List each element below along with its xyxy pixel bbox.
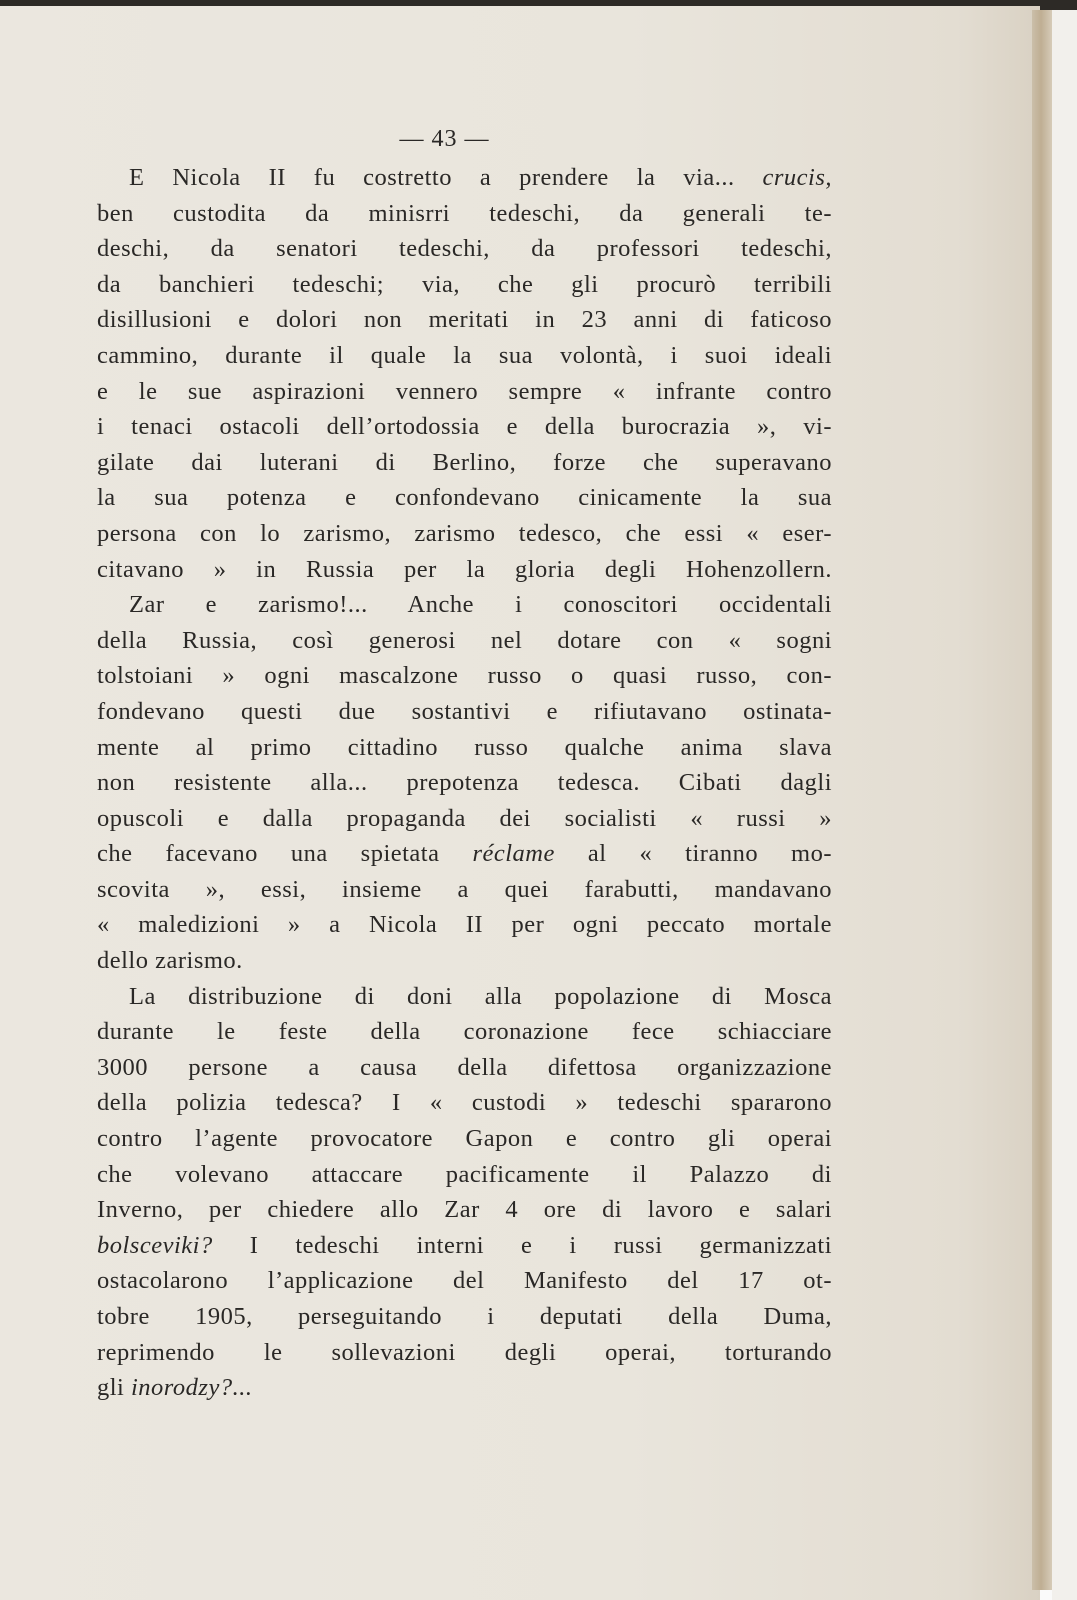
text-line	[97, 231, 832, 267]
text-segment: 3000 persone a causa della difettosa organizzazione	[97, 1053, 832, 1081]
text-line	[97, 445, 832, 481]
text-segment: tolstoiani » ogni mascalzone russo o quasi russo, con-	[97, 662, 832, 690]
text-line	[97, 587, 832, 623]
text-segment: gli	[97, 1374, 131, 1402]
text-segment: Zar e zarismo!... Anche i conoscitori occidentali	[129, 591, 832, 619]
text-line	[97, 730, 832, 766]
text-segment: che volevano attaccare pacificamente il Palazzo di	[97, 1160, 832, 1188]
text-line	[97, 338, 832, 374]
text-segment: E Nicola II fu costretto a prendere la via...	[129, 164, 763, 191]
text-segment: « maledizioni » a Nicola II per ogni peccato mortale	[97, 911, 832, 939]
text-line	[97, 1014, 832, 1050]
text-line	[97, 1050, 832, 1086]
background-margin	[1052, 10, 1077, 1600]
text-line	[97, 267, 832, 303]
text-segment: ostacolarono l’applicazione del Manifesto del 17 ot-	[97, 1267, 832, 1295]
text-segment: gilate dai luterani di Berlino, forze che superavano	[97, 448, 832, 476]
text-segment: deschi, da senatori tedeschi, da professori tedeschi,	[97, 235, 832, 263]
text-line	[97, 552, 832, 588]
text-segment: della polizia tedesca? I « custodi » tedeschi spararono	[97, 1089, 832, 1117]
text-segment: ben custodita da minisrri tedeschi, da generali te-	[97, 199, 832, 227]
page-text	[97, 118, 832, 1406]
text-segment: citavano » in Russia per la gloria degli Hohenzollern.	[97, 555, 832, 583]
text-segment: la sua potenza e confondevano cinicamente la sua	[97, 484, 832, 512]
text-segment: dello zarismo.	[97, 947, 243, 975]
italic-text: bolsceviki?	[97, 1231, 213, 1259]
text-line	[97, 979, 832, 1015]
text-line	[97, 1228, 832, 1264]
text-segment: al « tiranno mo-	[554, 840, 833, 868]
text-segment: disillusioni e dolori non meritati in 23 anni di faticoso	[97, 306, 832, 334]
text-segment: contro l’agente provocatore Gapon e contro gli operai	[97, 1125, 832, 1153]
text-line	[97, 160, 832, 196]
italic-text: inorodzy?...	[131, 1374, 253, 1402]
text-line	[97, 1085, 832, 1121]
text-line	[97, 1121, 832, 1157]
text-segment: opuscoli e dalla propaganda dei socialisti « russi »	[97, 804, 832, 832]
text-segment: tobre 1905, perseguitando i deputati della Duma,	[97, 1303, 832, 1330]
text-segment: La distribuzione di doni alla popolazione di Mosca	[129, 982, 832, 1010]
text-line	[97, 302, 832, 338]
page-number: — 43 —	[399, 126, 490, 152]
text-line	[97, 765, 832, 801]
text-line	[97, 1335, 832, 1371]
text-line	[97, 872, 832, 908]
text-line	[97, 1192, 832, 1228]
text-segment: non resistente alla... prepotenza tedesca. Cibati dagli	[97, 769, 832, 797]
text-line	[97, 516, 832, 552]
text-line	[97, 943, 832, 979]
page-right-edge	[1032, 10, 1052, 1590]
text-line	[97, 409, 832, 445]
text-segment: della Russia, così generosi nel dotare con « sogni	[97, 626, 832, 654]
text-line	[97, 1370, 832, 1406]
text-line	[97, 1299, 832, 1335]
text-segment: durante le feste della coronazione fece schiacciare	[97, 1018, 832, 1046]
text-line	[97, 374, 832, 410]
text-segment: fondevano questi due sostantivi e rifiutavano ostinata-	[97, 697, 832, 725]
text-line	[97, 836, 832, 872]
text-line	[97, 480, 832, 516]
text-segment: scovita », essi, insieme a quei farabutti, mandavano	[97, 875, 832, 903]
text-line	[97, 623, 832, 659]
text-segment: che facevano una spietata	[97, 840, 473, 868]
text-segment: I tedeschi interni e i russi germanizzati	[212, 1231, 832, 1259]
text-segment: mente al primo cittadino russo qualche anima slava	[97, 733, 832, 761]
italic-text: réclame	[472, 840, 555, 868]
text-segment: e le sue aspirazioni vennero sempre « infrante contro	[97, 377, 832, 405]
text-segment: da banchieri tedeschi; via, che gli procurò terribili	[97, 270, 832, 298]
italic-text: crucis,	[762, 164, 832, 191]
text-line	[97, 907, 832, 943]
body-text	[97, 160, 832, 1406]
text-line	[97, 1263, 832, 1299]
text-segment: reprimendo le sollevazioni degli operai, torturando	[97, 1338, 832, 1366]
text-segment: persona con lo zarismo, zarismo tedesco, che essi « eser-	[97, 519, 832, 547]
text-line	[97, 1157, 832, 1193]
text-line	[97, 196, 832, 232]
text-segment: cammino, durante il quale la sua volontà, i suoi ideali	[97, 341, 832, 369]
text-segment: Inverno, per chiedere allo Zar 4 ore di lavoro e salari	[97, 1196, 832, 1224]
text-segment: i tenaci ostacoli dell’ortodossia e della burocrazia », vi-	[97, 413, 832, 441]
text-line	[97, 658, 832, 694]
text-line	[97, 694, 832, 730]
text-line	[97, 801, 832, 837]
